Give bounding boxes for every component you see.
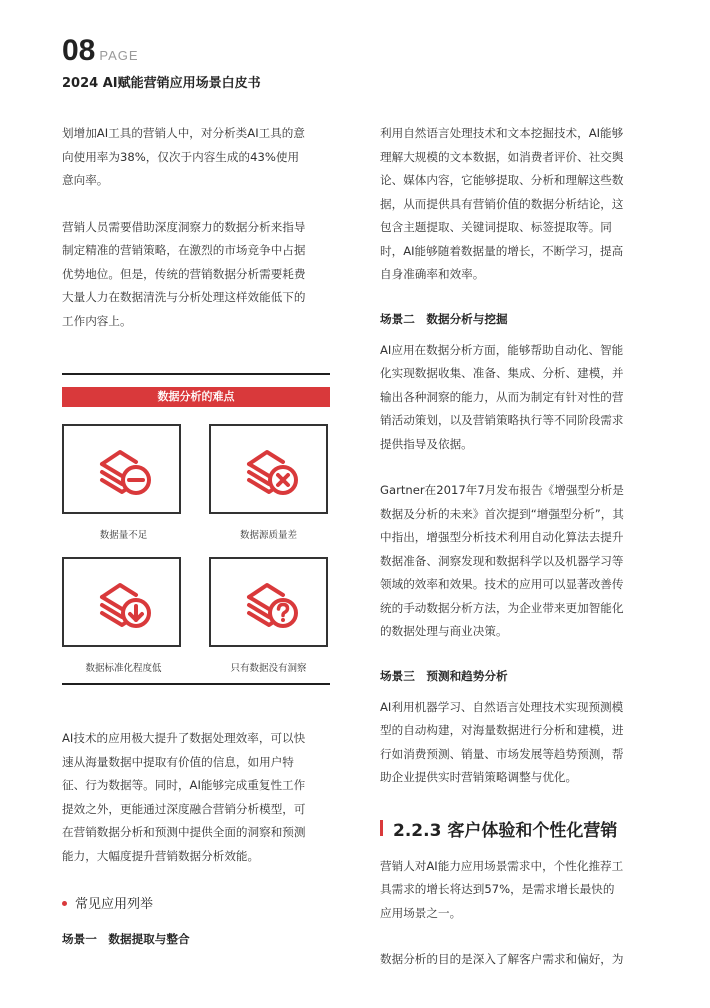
left-para-1 — [62, 122, 334, 193]
data-download-icon — [92, 571, 156, 635]
data-analysis-difficulties-figure — [62, 373, 330, 685]
text-line: 数据分析的目的是深入了解客户需求和偏好，为 — [380, 952, 624, 966]
bullet-dot-icon — [62, 901, 67, 906]
bullet-text: 常见应用列举 — [75, 897, 154, 912]
right-para-6 — [380, 948, 652, 972]
text-line: 化实现数据收集、准备、集成、分析、建模，并 — [380, 366, 624, 380]
section-accent-bar — [380, 820, 383, 836]
text-line: 自身准确率和效率。 — [380, 267, 485, 281]
text-line: 论、媒体内容，它能够提取、分析和理解这些数 — [380, 173, 624, 187]
difficulty-label-3: 数据标准化程度低 — [85, 663, 162, 674]
text-line: 大量人力在数据清洗与分析处理这样效能低下的 — [62, 290, 306, 304]
text-line: 型的自动构建，对海量数据进行分析和建模，进 — [380, 723, 624, 737]
text-line: AI利用机器学习、自然语言处理技术实现预测模 — [380, 699, 624, 714]
difficulty-label-2: 数据源质量差 — [239, 530, 297, 541]
difficulty-label-4: 只有数据没有洞察 — [230, 663, 307, 674]
right-column — [380, 122, 652, 972]
text-line: 数据准备、洞察发现和数据科学以及机器学习等 — [380, 553, 624, 568]
text-line: 划增加AI工具的营销人中，对分析类AI工具的意 — [62, 126, 305, 140]
data-question-icon — [239, 571, 303, 635]
right-para-5 — [380, 855, 652, 926]
text-line: 提供指导及依据。 — [380, 436, 473, 451]
data-cross-icon — [239, 438, 303, 502]
text-line: 能力，大幅度提升营销数据分析效能。 — [62, 848, 260, 863]
text-line: AI应用在数据分析方面，能够帮助自动化、智能 — [380, 342, 624, 357]
section-heading — [380, 816, 652, 841]
text-line: 销活动策划，以及营销策略执行等不同阶段需求 — [380, 413, 624, 427]
left-column-bottom — [62, 727, 334, 868]
scene-2-heading: 场景二 数据分析与挖掘 — [380, 311, 508, 326]
text-line: 时，AI能够随着数据量的增长，不断学习，提高 — [380, 243, 624, 258]
text-line: 利用自然语言处理技术和文本挖掘技术，AI能够 — [380, 126, 624, 140]
text-line: 中指出，增强型分析技术利用自动化算法去提升 — [380, 530, 624, 544]
text-line: 制定精准的营销策略，在激烈的市场竞争中占据 — [62, 243, 306, 257]
figure-banner: 数据分析的难点 — [62, 387, 330, 407]
text-line: 速从海量数据中提取有价值的信息，如用户特 — [62, 754, 294, 769]
text-line: 营销人对AI能力应用场景需求中，个性化推荐工 — [380, 858, 624, 873]
text-line: 的数据处理与商业决策。 — [380, 624, 508, 638]
text-line: 意向率。 — [62, 173, 109, 187]
page-header — [62, 34, 139, 68]
text-line: Gartner在2017年7月发布报告《增强型分析是 — [380, 483, 624, 497]
text-line: 工作内容上。 — [62, 313, 132, 328]
text-line: 向使用率为38%，仅次于内容生成的43%使用 — [62, 149, 300, 164]
difficulty-card-2 — [209, 424, 328, 514]
left-para-2 — [62, 216, 334, 334]
text-line: 包含主题提取、关键词提取、标签提取等。同 — [380, 220, 612, 234]
difficulty-card-4 — [209, 557, 328, 647]
common-applications-heading — [62, 893, 153, 912]
text-line: 数据及分析的未来》首次提到“增强型分析”，其 — [380, 506, 624, 521]
page-word: PAGE — [99, 48, 139, 63]
page-number: 08 — [62, 34, 96, 67]
text-line: 助企业提供实时营销策略调整与优化。 — [380, 770, 578, 784]
difficulty-card-3 — [62, 557, 181, 647]
text-line: 优势地位。但是，传统的营销数据分析需要耗费 — [62, 266, 306, 281]
right-para-4 — [380, 696, 652, 790]
document-title: 2024 AI赋能营销应用场景白皮书 — [62, 76, 261, 91]
text-line: 统的手动数据分析方法，为企业带来更加智能化 — [380, 600, 624, 615]
text-line: 提效之外，更能通过深度融合营销分析模型，可 — [62, 801, 306, 816]
section-title: 2.2.3 客户体验和个性化营销 — [393, 820, 618, 841]
scene-1-heading: 场景一 数据提取与整合 — [62, 932, 190, 946]
difficulty-card-1 — [62, 424, 181, 514]
text-line: 应用场景之一。 — [380, 905, 462, 920]
difficulty-label-1: 数据量不足 — [99, 530, 148, 541]
figure-bottom-rule — [62, 683, 330, 685]
figure-top-rule — [62, 373, 330, 375]
text-line: 输出各种洞察的能力，从而为制定有针对性的营 — [380, 389, 624, 404]
right-para-1 — [380, 122, 652, 287]
data-minus-icon — [92, 438, 156, 502]
text-line: 理解大规模的文本数据，如消费者评价、社交舆 — [380, 149, 624, 164]
text-line: 据，从而提供具有营销价值的数据分析结论，这 — [380, 196, 624, 211]
text-line: 具需求的增长将达到57%，是需求增长最快的 — [380, 882, 615, 896]
left-para-3 — [62, 727, 334, 868]
left-column-top — [62, 122, 334, 333]
scene-3-heading: 场景三 预测和趋势分析 — [380, 668, 508, 683]
text-line: 领域的效率和效果。技术的应用可以显著改善传 — [380, 577, 624, 591]
text-line: 行如消费预测、销量、市场发展等趋势预测，帮 — [380, 746, 624, 761]
text-line: AI技术的应用极大提升了数据处理效率，可以快 — [62, 731, 306, 745]
text-line: 营销人员需要借助深度洞察力的数据分析来指导 — [62, 219, 306, 234]
text-line: 征、行为数据等。同时，AI能够完成重复性工作 — [62, 778, 306, 792]
right-para-3 — [380, 479, 652, 644]
text-line: 在营销数据分析和预测中提供全面的洞察和预测 — [62, 825, 306, 839]
right-para-2 — [380, 339, 652, 457]
